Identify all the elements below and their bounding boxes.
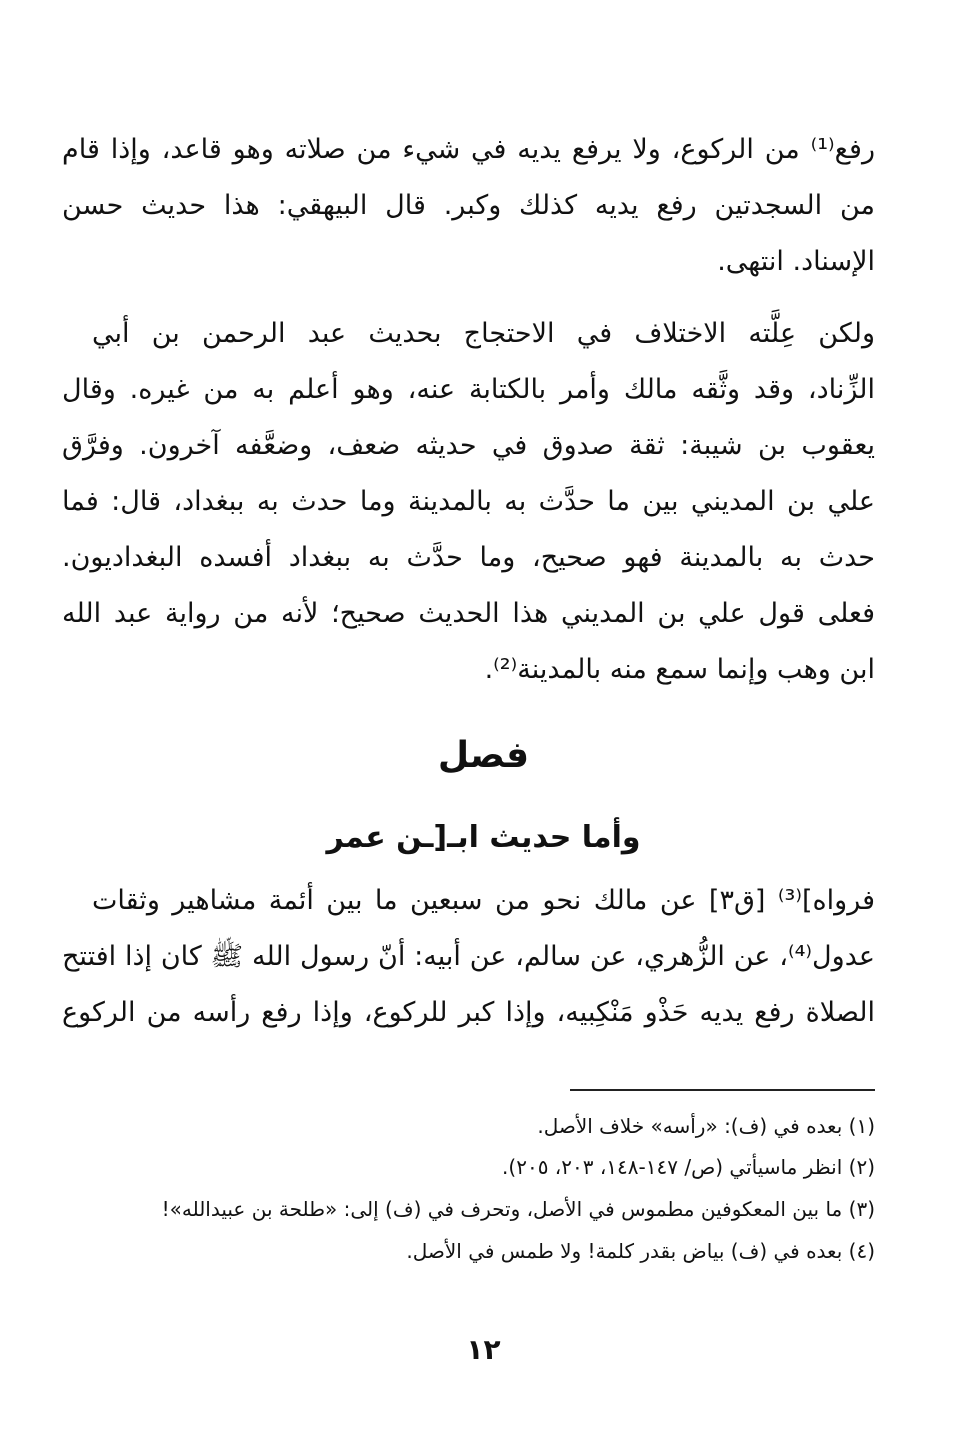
paragraph-1 <box>62 122 875 290</box>
paragraph-2 <box>62 306 875 698</box>
footnote: (١) بعده في (ف): «رأسه» خلاف الأصل. <box>537 1114 875 1138</box>
text-line: الصلاة رفع يديه حَذْو مَنْكِبيه، وإذا كبر للركوع، وإذا رفع رأسه من الركوع <box>62 997 875 1028</box>
text-line: فرواه]⁽³⁾ [ق٣] عن مالك نحو من سبعين ما بين أئمة مشاهير وثقات <box>92 885 875 916</box>
text-line: حدث به بالمدينة فهو صحيح، وما حدَّث به ببغداد أفسده البغداديون. <box>62 542 875 573</box>
footnote-separator <box>570 1089 875 1091</box>
text-line: ابن وهب وإنما سمع منه بالمدينة⁽²⁾. <box>484 654 875 685</box>
footnote: (٣) ما بين المعكوفين مطموس في الأصل، وتحرف في (ف) إلى: «طلحة بن عبيدالله»! <box>161 1197 875 1221</box>
text-line: فعلى قول علي بن المديني هذا الحديث صحيح؛ لأنه من رواية عبد الله <box>62 598 875 629</box>
text-line: الزِّناد، وقد وثَّقه مالك وأمر بالكتابة عنه، وهو أعلم به من غيره. وقال <box>62 374 875 405</box>
section-heading: فصل <box>437 735 530 776</box>
text-line: الإسناد. انتهى. <box>717 246 875 277</box>
text-line: ولكن عِلَّته الاختلاف في الاحتجاج بحديث عبد الرحمن بن أبي <box>92 318 875 349</box>
footnote: (٤) بعده في (ف) بياض بقدر كلمة! ولا طمس في الأصل. <box>406 1239 875 1263</box>
footnote: (٢) انظر ماسيأتي (ص/ ١٤٧-١٤٨، ٢٠٣، ٢٠٥). <box>502 1155 875 1179</box>
text-line: من السجدتين رفع يديه كذلك وكبر. قال البيهقي: هذا حديث حسن <box>62 190 875 221</box>
paragraph-3 <box>62 873 875 1041</box>
text-line: يعقوب بن شيبة: ثقة صدوق في حديثه ضعف، وضعَّفه آخرون. وفرَّق <box>62 430 875 461</box>
text-line: عدول⁽⁴⁾، عن الزُّهري، عن سالم، عن أبيه: أنّ رسول الله ﷺ كان إذا افتتح <box>62 941 875 972</box>
subsection-heading: وأما حديث ابـ[ـن عمر <box>326 820 641 855</box>
page-number: ١٢ <box>466 1333 501 1366</box>
text-line: رفع⁽¹⁾ من الركوع، ولا يرفع يديه في شيء من صلاته وهو قاعد، وإذا قام <box>62 134 875 165</box>
text-line: علي بن المديني بين ما حدَّث به بالمدينة وما حدث به ببغداد، قال: فما <box>62 486 875 517</box>
